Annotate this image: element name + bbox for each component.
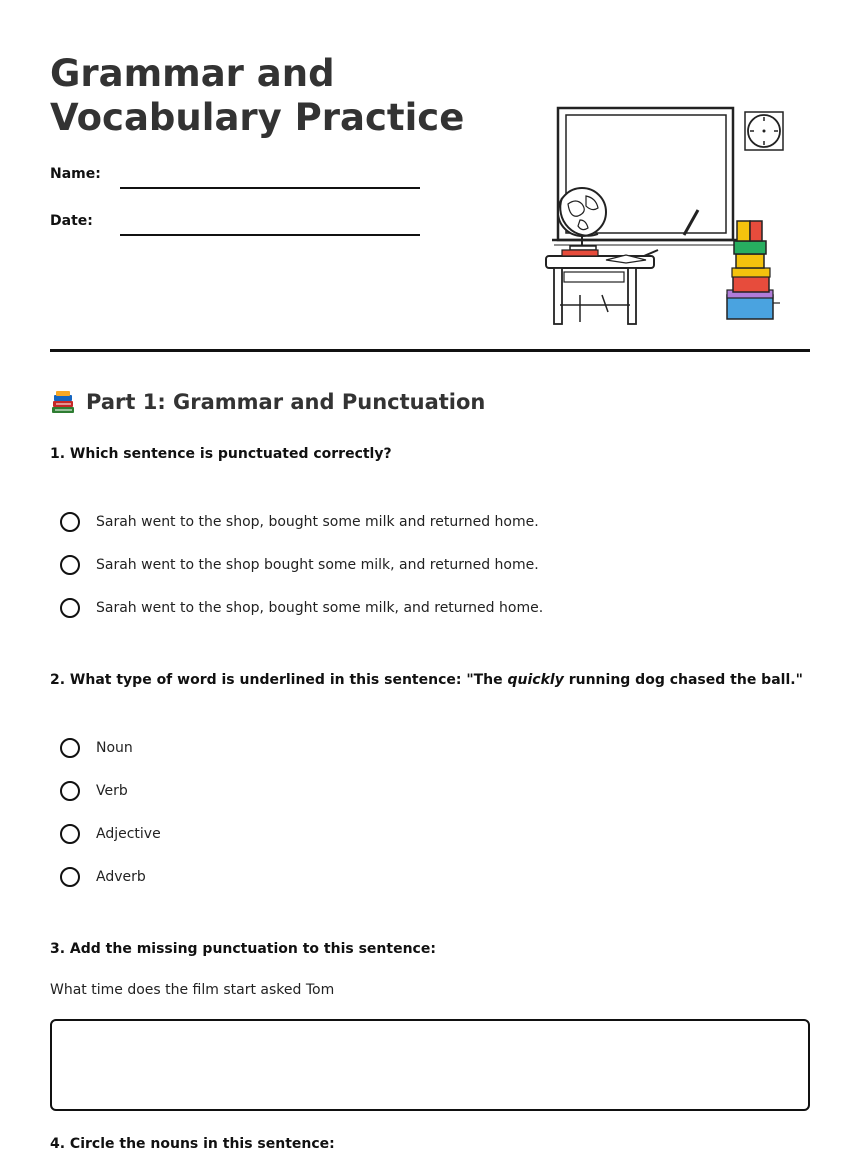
question-4: 4. Circle the nouns in this sentence:: [50, 1136, 335, 1152]
classroom-illustration: [540, 100, 790, 330]
date-label: Date:: [50, 213, 93, 229]
option-label: Adjective: [96, 826, 161, 842]
q2-option-verb[interactable]: [60, 778, 128, 804]
option-label: Verb: [96, 783, 128, 799]
section-title-text: Part 1: Grammar and Punctuation: [86, 390, 486, 414]
name-label: Name:: [50, 166, 101, 182]
option-label: Adverb: [96, 869, 146, 885]
option-label: Sarah went to the shop, bought some milk, and returned home.: [96, 600, 544, 616]
radio-button[interactable]: [60, 824, 80, 844]
option-label: Sarah went to the shop bought some milk, and returned home.: [96, 557, 539, 573]
section-title-part-1: [50, 389, 485, 415]
question-2-text-end: running dog chased the ball.": [563, 672, 803, 688]
question-1: 1. Which sentence is punctuated correctly?: [50, 446, 392, 462]
question-2: [50, 672, 803, 688]
radio-button[interactable]: [60, 867, 80, 887]
q1-option-2[interactable]: [60, 552, 539, 578]
q2-option-adjective[interactable]: [60, 821, 161, 847]
q2-option-adverb[interactable]: [60, 864, 146, 890]
header-divider: [50, 349, 810, 352]
question-3-answer-box[interactable]: [50, 1019, 810, 1111]
question-3-prompt: What time does the film start asked Tom: [50, 982, 335, 998]
option-label: Sarah went to the shop, bought some milk and returned home.: [96, 514, 539, 530]
q1-option-3[interactable]: [60, 595, 543, 621]
books-icon: [50, 389, 76, 415]
radio-button[interactable]: [60, 555, 80, 575]
radio-button[interactable]: [60, 512, 80, 532]
question-2-text-start: 2. What type of word is underlined in this sentence: "The: [50, 672, 508, 688]
radio-button[interactable]: [60, 781, 80, 801]
date-field[interactable]: [120, 234, 420, 236]
q2-option-noun[interactable]: [60, 735, 133, 761]
question-3: 3. Add the missing punctuation to this sentence:: [50, 941, 436, 957]
title-line-1: Grammar and: [50, 52, 335, 95]
page-title: [50, 52, 470, 140]
option-label: Noun: [96, 740, 133, 756]
title-line-2: Vocabulary Practice: [50, 96, 465, 139]
name-field[interactable]: [120, 187, 420, 189]
radio-button[interactable]: [60, 598, 80, 618]
stacked-blocks-icon: [727, 221, 780, 319]
q1-option-1[interactable]: [60, 509, 539, 535]
clock-icon: [745, 112, 783, 150]
radio-button[interactable]: [60, 738, 80, 758]
question-2-emphasis: quickly: [507, 672, 564, 688]
